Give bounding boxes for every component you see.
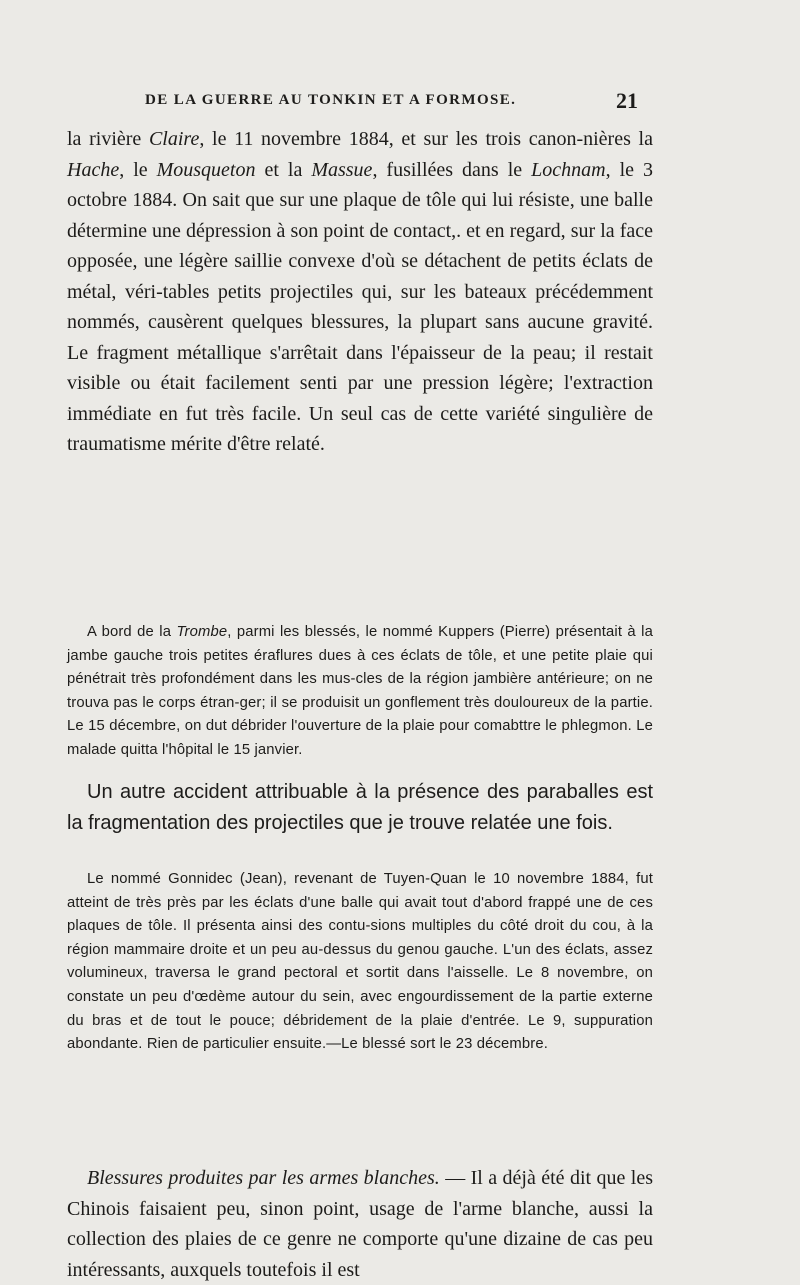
paragraph-body-2 — [67, 777, 653, 838]
text-run: la rivière — [67, 128, 149, 150]
paragraph-body-3 — [67, 1163, 653, 1285]
text-run: , fusillées dans le — [372, 158, 532, 181]
gonnidec-paragraph: Le nommé Gonnidec (Jean), revenant de Tuyen-Quan le 10 novembre 1884, fut atteint de très près par les éclats d'une balle qui avait tout d'abord frappé une de ces plaques de tôle. Il présenta ainsi des contu-sions multiples du côté droit du cou, à la région mammaire droite et un peu au-dessus du genou gauche. L'un des éclats, assez volumineux, traversa le grand pectoral et sortit dans l'aisselle. Le 8 novembre, on constate un peu d'œdème autour du sein, avec engourdissement de la partie externe du bras et de tout le pouce; débridement de la plaie d'entrée. Le 9, suppuration abondante. Rien de particulier ensuite.—Le blessé sort le 23 décembre. — [67, 871, 653, 1053]
italic-run: Massue — [311, 158, 373, 181]
italic-run: Hache — [67, 158, 120, 181]
text-run: , le 3 octobre 1884. On sait que sur une plaque de tôle qui lui résiste, une balle détermine une dépression à son point de contact,. et en regard, sur la face opposée, une légère saillie convexe d'où se détachent de petits éclats de métal, véri-tables petits projectiles qui, sur les bateaux précédemment nommés, causèrent quelques blessures, la plupart sans aucune gravité. Le fragment métallique s'arrêtait dans l'épaisseur de la peau; il restait visible ou était facilement senti par une pression légère; l'extraction immédiate en fut très facile. Un seul cas de cette variété singulière de traumatisme mérite d'être relaté. — [67, 158, 653, 455]
text-run: et la — [255, 158, 312, 181]
case-report-gonnidec — [67, 868, 653, 1057]
text-run: A bord de la — [87, 624, 177, 640]
text-run: — Il a déjà été dit que les Chinois faisaient peu, sinon point, usage de l'arme blanche, aussi la collection des plaies de ce genre ne comporte qu'une dizaine de cas peu intéressants, auxquels toutefois il est — [67, 1167, 654, 1281]
italic-run: Lochnam — [531, 158, 606, 181]
text-run: , le — [119, 158, 157, 181]
text-run: , le 11 novembre 1884, et sur les trois canon-nières la — [199, 128, 653, 150]
italic-run: Trombe — [176, 624, 228, 640]
page-number: 21 — [616, 88, 638, 113]
section-heading-italic: Blessures produites par les armes blanches. — [87, 1167, 440, 1189]
case-report-kuppers — [67, 621, 653, 763]
italic-run: Mousqueton — [156, 158, 256, 181]
text-run: , parmi les blessés, le nommé Kuppers (Pierre) présentait à la jambe gauche trois petites éraflures dues à ces éclats de tôle, et une petite plaie qui pénétrait très profondément dans les mus-cles de la région jambière antérieure; on ne trouva pas le corps étran-ger; il se produisit un gonflement très douloureux de la partie. Le 15 décembre, on dut débrider l'ouverture de la plaie pour comabttre le phlegmon. Le malade quitta l'hôpital le 15 janvier. — [67, 624, 653, 758]
paraballes-paragraph: Un autre accident attribuable à la présence des paraballes est la fragmentation des projectiles que je trouve relatée une fois. — [67, 781, 653, 834]
paragraph-body-1 — [67, 124, 653, 460]
italic-run: Claire — [148, 128, 200, 150]
running-title: DE LA GUERRE AU TONKIN ET A FORMOSE. — [145, 92, 517, 108]
page-header — [0, 88, 800, 116]
